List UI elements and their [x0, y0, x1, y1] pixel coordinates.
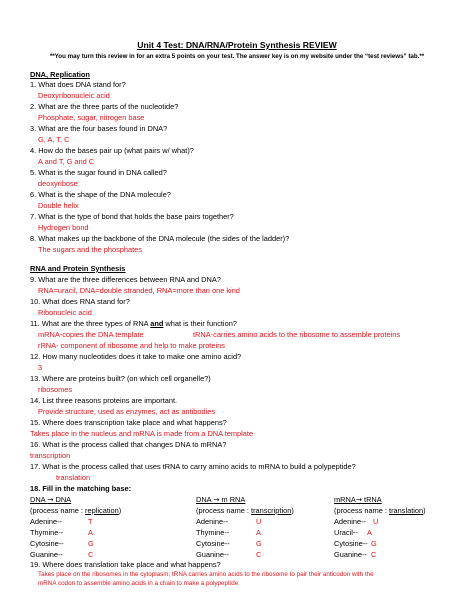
question-11 [30, 319, 237, 329]
question-11-text-b: what is their function? [163, 319, 237, 328]
answer-16: transcription [30, 451, 71, 460]
question-5: 5. What is the sugar found in DNA called? [30, 168, 167, 177]
answer-17: translation [56, 473, 91, 482]
answer-3: G, A, T, C [38, 135, 70, 144]
section-heading-rna-protein: RNA and Protein Synthesis [30, 264, 126, 273]
match-col2-value-3: G [256, 539, 262, 548]
match-col1-label-3: Cytosine-- [30, 539, 64, 548]
question-13: 13. Where are proteins built? (on which cell organelle?) [30, 374, 211, 383]
answer-4: A and T, G and C [38, 157, 95, 166]
match-col2-process-answer: transcription [251, 506, 292, 515]
answer-2: Phosphate, sugar, nitrogen base [38, 113, 145, 122]
question-7: 7. What is the type of bond that holds the base pairs together? [30, 212, 234, 221]
match-col1-label-1: Adenine-- [30, 517, 63, 526]
match-col1-value-1: T [88, 517, 93, 526]
match-col3-value-1: U [373, 517, 379, 526]
match-col1-label-4: Guanine-- [30, 550, 63, 559]
match-col2-value-1: U [256, 517, 262, 526]
answer-12: 3 [38, 363, 43, 372]
match-col3-label-3: Cytosine-- [334, 539, 368, 548]
page-subtitle: **You may turn this review in for an extra 5 points on your test. The answer key is on my website under the “test reviews” tab.** [49, 53, 425, 60]
question-19: 19. Where does translation take place and what happens? [30, 560, 221, 569]
match-col3-label-2: Uracil-- [334, 528, 358, 537]
question-6: 6. What is the shape of the DNA molecule? [30, 190, 171, 199]
answer-11-trna: tRNA-carries amino acids to the ribosome to assemble proteins [193, 330, 401, 339]
match-col3-value-2: A [367, 528, 372, 537]
answer-13: ribosomes [38, 385, 73, 394]
answer-14: Provide structure, used as enzymes, act as antibodies [38, 407, 216, 416]
question-2: 2. What are the three parts of the nucleotide? [30, 102, 179, 111]
match-col1-value-3: G [88, 539, 94, 548]
question-10: 10. What does RNA stand for? [30, 297, 130, 306]
match-col3-header: mRNA→ tRNA [334, 495, 382, 504]
match-col2-label-4: Guanine-- [196, 550, 229, 559]
match-col1-value-2: A [88, 528, 93, 537]
answer-8: The sugars and the phosphates [38, 245, 142, 254]
answer-9: RNA=uracil, DNA=double stranded, RNA=more than one kind [38, 286, 240, 295]
page-title: Unit 4 Test: DNA/RNA/Protein Synthesis REVIEW [137, 40, 337, 50]
match-col2-header: DNA → m RNA [196, 495, 246, 504]
question-17: 17. What is the process called that uses tRNA to carry amino acids to mRNA to build a polypeptide? [30, 462, 356, 471]
answer-10: Ribonucleic acid [38, 308, 92, 317]
match-col1-label-2: Thymine-- [30, 528, 64, 537]
match-col1-header: DNA → DNA [30, 495, 72, 504]
match-col2-value-2: A [256, 528, 261, 537]
section-heading-dna-replication: DNA, Replication [30, 70, 90, 79]
question-3: 3. What are the four bases found in DNA? [30, 124, 168, 133]
match-col2-process: (process name : transcription) [196, 506, 294, 515]
answer-15: Takes place in the nucleus and mRNA is made from a DNA template [30, 429, 254, 438]
match-col2-label-3: Cytosine-- [196, 539, 230, 548]
answer-1: Deoxyribonucleic acid [38, 91, 110, 100]
match-col3-process: (process name : translation) [334, 506, 426, 515]
match-col3-value-4: C [371, 550, 377, 559]
answer-11-mrna: mRNA-copies the DNA template [38, 330, 144, 339]
match-col3-process-answer: translation [389, 506, 424, 515]
question-8: 8. What makes up the backbone of the DNA molecule (the sides of the ladder)? [30, 234, 290, 243]
match-col1-value-4: C [88, 550, 94, 559]
match-col2-label-2: Thymine-- [196, 528, 230, 537]
match-col1-process: (process name : replication) [30, 506, 122, 515]
match-col3-label-1: Adenine-- [334, 517, 367, 526]
question-16: 16. What is the process called that changes DNA to mRNA? [30, 440, 227, 449]
answer-19-line-1: Takes place on the ribosomes in the cytoplasm; tRNA carries amino acids to the ribosome to pair their anticodon with the [38, 571, 374, 578]
answer-7: Hydrogen bond [38, 223, 89, 232]
match-col1-process-answer: replication [85, 506, 119, 515]
question-11-and: and [150, 319, 164, 328]
answer-6: Double helix [38, 201, 79, 210]
question-1: 1. What does DNA stand for? [30, 80, 126, 89]
question-4: 4. How do the bases pair up (what pairs w/ what)? [30, 146, 194, 155]
question-11-text-a: 11. What are the three types of RNA [30, 319, 151, 328]
question-9: 9. What are the three differences between RNA and DNA? [30, 275, 221, 284]
question-18: 18. Fill in the matching base: [30, 484, 132, 493]
match-col2-label-1: Adenine-- [196, 517, 229, 526]
answer-5: deoxyribose [38, 179, 78, 188]
match-col2-value-4: C [256, 550, 262, 559]
match-col3-value-3: G [371, 539, 377, 548]
question-14: 14. List three reasons proteins are important. [30, 396, 178, 405]
question-12: 12. How many nucleotides does it take to make one amino acid? [30, 352, 242, 361]
answer-11-rrna: rRNA- component of ribosome and help to make proteins [38, 341, 225, 350]
answer-19-line-2: mRNA codon to assemble amino acids in a chain to make a polypeptide [38, 580, 239, 587]
match-col3-label-4: Guanine-- [334, 550, 367, 559]
question-15: 15. Where does transcription take place and what happens? [30, 418, 227, 427]
